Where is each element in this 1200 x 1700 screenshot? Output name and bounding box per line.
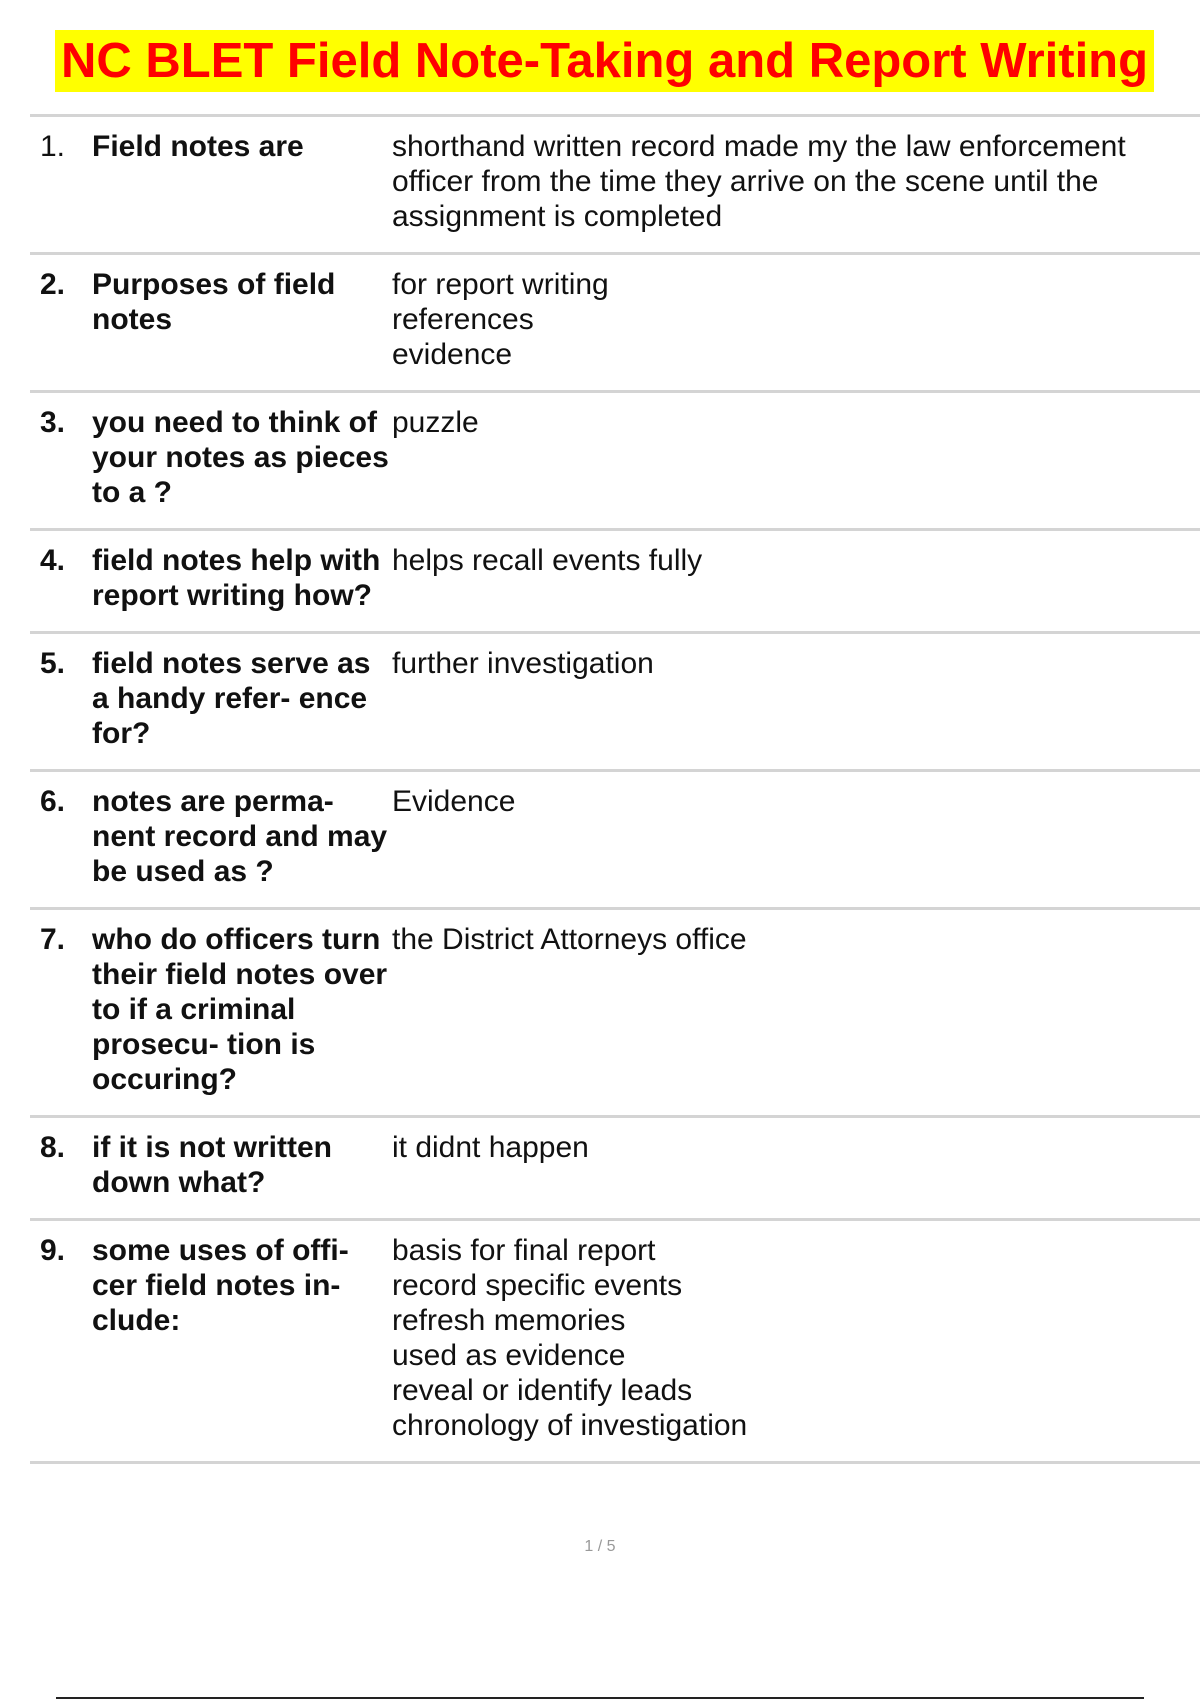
flashcard-row — [30, 1221, 1200, 1464]
card-number: 2. — [40, 268, 66, 301]
definition-line: used as evidence — [392, 1339, 626, 1372]
card-definition — [392, 1233, 1200, 1443]
page-indicator: 1 / 5 — [584, 1538, 616, 1555]
card-number: 7. — [40, 923, 66, 956]
definition-line: refresh memories — [392, 1304, 626, 1337]
card-definition — [392, 405, 1200, 510]
definition-line: evidence — [392, 338, 513, 371]
definition-line: further investigation — [392, 647, 654, 680]
flashcard-row — [30, 772, 1200, 910]
card-term: who do officers turn their field notes over to if a criminal prosecu- tion is occuring? — [92, 923, 388, 1096]
definition-line: record specific events — [392, 1269, 683, 1302]
definition-line: reveal or identify leads — [392, 1374, 693, 1407]
flashcard-row — [30, 117, 1200, 255]
flashcard-row — [30, 393, 1200, 531]
definition-line: the District Attorneys office — [392, 923, 747, 956]
definition-line: shorthand written record made my the law enforcement officer from the time they arrive on the scene until the assignment is completed — [392, 130, 1126, 233]
flashcard-row — [30, 531, 1200, 634]
card-definition — [392, 922, 1200, 1097]
definition-line: it didnt happen — [392, 1131, 589, 1164]
card-term: field notes help with report writing how? — [92, 544, 381, 612]
card-term: notes are perma- nent record and may be used as ? — [92, 785, 388, 888]
card-definition — [392, 646, 1200, 751]
card-term: field notes serve as a handy refer- ence for? — [92, 647, 371, 750]
card-number: 9. — [40, 1234, 66, 1267]
card-term: some uses of offi- cer field notes in- clude: — [92, 1234, 349, 1337]
card-term: Purposes of field notes — [92, 268, 336, 336]
flashcard-row — [30, 1118, 1200, 1221]
flashcard-row — [30, 255, 1200, 393]
card-definition — [392, 784, 1200, 889]
definition-line: for report writing — [392, 268, 609, 301]
flashcard-list — [30, 114, 1200, 1464]
card-number: 8. — [40, 1131, 66, 1164]
card-number: 6. — [40, 785, 66, 818]
card-term: Field notes are — [92, 130, 304, 163]
card-definition — [392, 1130, 1200, 1200]
card-term: if it is not written down what? — [92, 1131, 332, 1199]
definition-line: references — [392, 303, 534, 336]
flashcard-row — [30, 910, 1200, 1118]
card-number: 3. — [40, 406, 66, 439]
card-number: 1. — [40, 130, 66, 163]
definition-line: Evidence — [392, 785, 516, 818]
title-block — [55, 30, 1175, 92]
definition-line: helps recall events fully — [392, 544, 703, 577]
definition-line: basis for final report — [392, 1234, 656, 1267]
flashcard-row — [30, 634, 1200, 772]
card-definition — [392, 543, 1200, 613]
document-title: NC BLET Field Note-Taking and Report Writing — [55, 30, 1154, 92]
card-definition — [392, 267, 1200, 372]
definition-line: puzzle — [392, 406, 479, 439]
card-number: 4. — [40, 544, 66, 577]
card-term: you need to think of your notes as pieces to a ? — [92, 406, 389, 509]
card-number: 5. — [40, 647, 66, 680]
bottom-divider — [56, 1697, 1144, 1699]
card-definition — [392, 129, 1200, 234]
definition-line: chronology of investigation — [392, 1409, 748, 1442]
